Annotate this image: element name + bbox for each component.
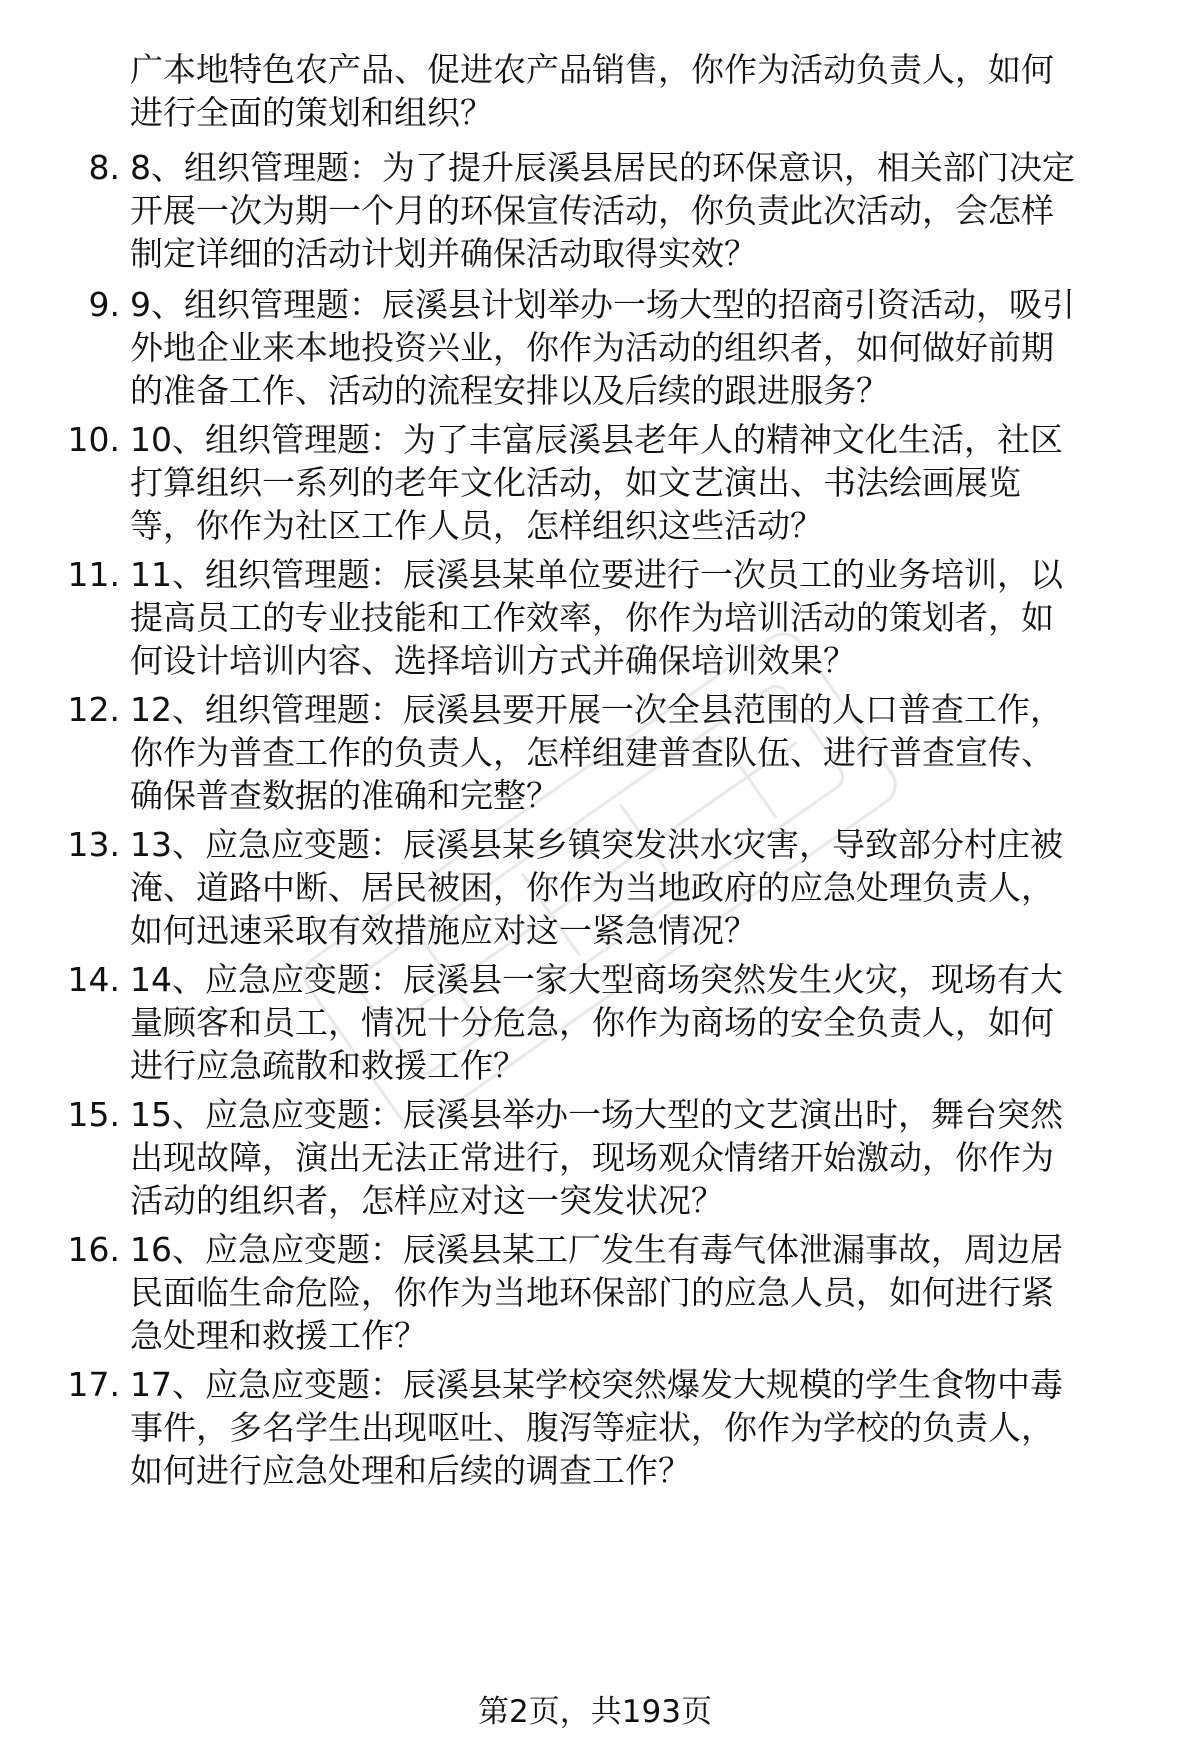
page-footer: 第2页，共193页 [478, 1694, 712, 1730]
question-number: 12. [67, 690, 120, 729]
question-number: 14. [67, 960, 120, 999]
question-number: 16. [67, 1230, 120, 1269]
question-text: 16、应急应变题：辰溪县某工厂发生有毒气体泄漏事故，周边居 民面临生命危险，你作为当地环保部门的应急人员，如何进行紧 急处理和救援工作？ [130, 1230, 1063, 1355]
question-text: 8、组织管理题：为了提升辰溪县居民的环保意识，相关部门决定 开展一次为期一个月的环保宣传活动，你负责此次活动，会怎样 制定详细的活动计划并确保活动取得实效？ [130, 148, 1075, 273]
question-text: 14、应急应变题：辰溪县一家大型商场突然发生火灾，现场有大 量顾客和员工，情况十分危急，你作为商场的安全负责人，如何 进行应急疏散和救援工作？ [130, 960, 1063, 1085]
question-number: 17. [67, 1365, 120, 1404]
question-text: 13、应急应变题：辰溪县某乡镇突发洪水灾害，导致部分村庄被 淹、道路中断、居民被困，你作为当地政府的应急处理负责人， 如何迅速采取有效措施应对这一紧急情况？ [130, 825, 1063, 950]
question-text: 9、组织管理题：辰溪县计划举办一场大型的招商引资活动，吸引 外地企业来本地投资兴业，你作为活动的组织者，如何做好前期 的准备工作、活动的流程安排以及后续的跟进服务？ [130, 285, 1075, 410]
question-text: 11、组织管理题：辰溪县某单位要进行一次员工的业务培训，以 提高员工的专业技能和工作效率，你作为培训活动的策划者，如 何设计培训内容、选择培训方式并确保培训效果？ [130, 555, 1063, 680]
question-text: 12、组织管理题：辰溪县要开展一次全县范围的人口普查工作， 你作为普查工作的负责人，怎样组建普查队伍、进行普查宣传、 确保普查数据的准确和完整？ [130, 690, 1063, 815]
question-text: 10、组织管理题：为了丰富辰溪县老年人的精神文化生活，社区 打算组织一系列的老年文化活动，如文艺演出、书法绘画展览 等，你作为社区工作人员，怎样组织这些活动？ [130, 420, 1063, 545]
question-number: 13. [67, 825, 120, 864]
continuation-text: 广本地特色农产品、促进农产品销售，你作为活动负责人，如何 进行全面的策划和组织？ [130, 50, 1054, 132]
question-text: 17、应急应变题：辰溪县某学校突然爆发大规模的学生食物中毒 事件，多名学生出现呕吐、腹泻等症状，你作为学校的负责人， 如何进行应急处理和后续的调查工作？ [130, 1365, 1063, 1490]
question-number: 9. [88, 285, 120, 324]
question-number: 15. [67, 1095, 120, 1134]
question-number: 8. [88, 148, 120, 187]
question-number: 11. [67, 555, 120, 594]
question-text: 15、应急应变题：辰溪县举办一场大型的文艺演出时，舞台突然 出现故障，演出无法正常进行，现场观众情绪开始激动，你作为 活动的组织者，怎样应对这一突发状况？ [130, 1095, 1063, 1220]
question-number: 10. [67, 420, 120, 459]
